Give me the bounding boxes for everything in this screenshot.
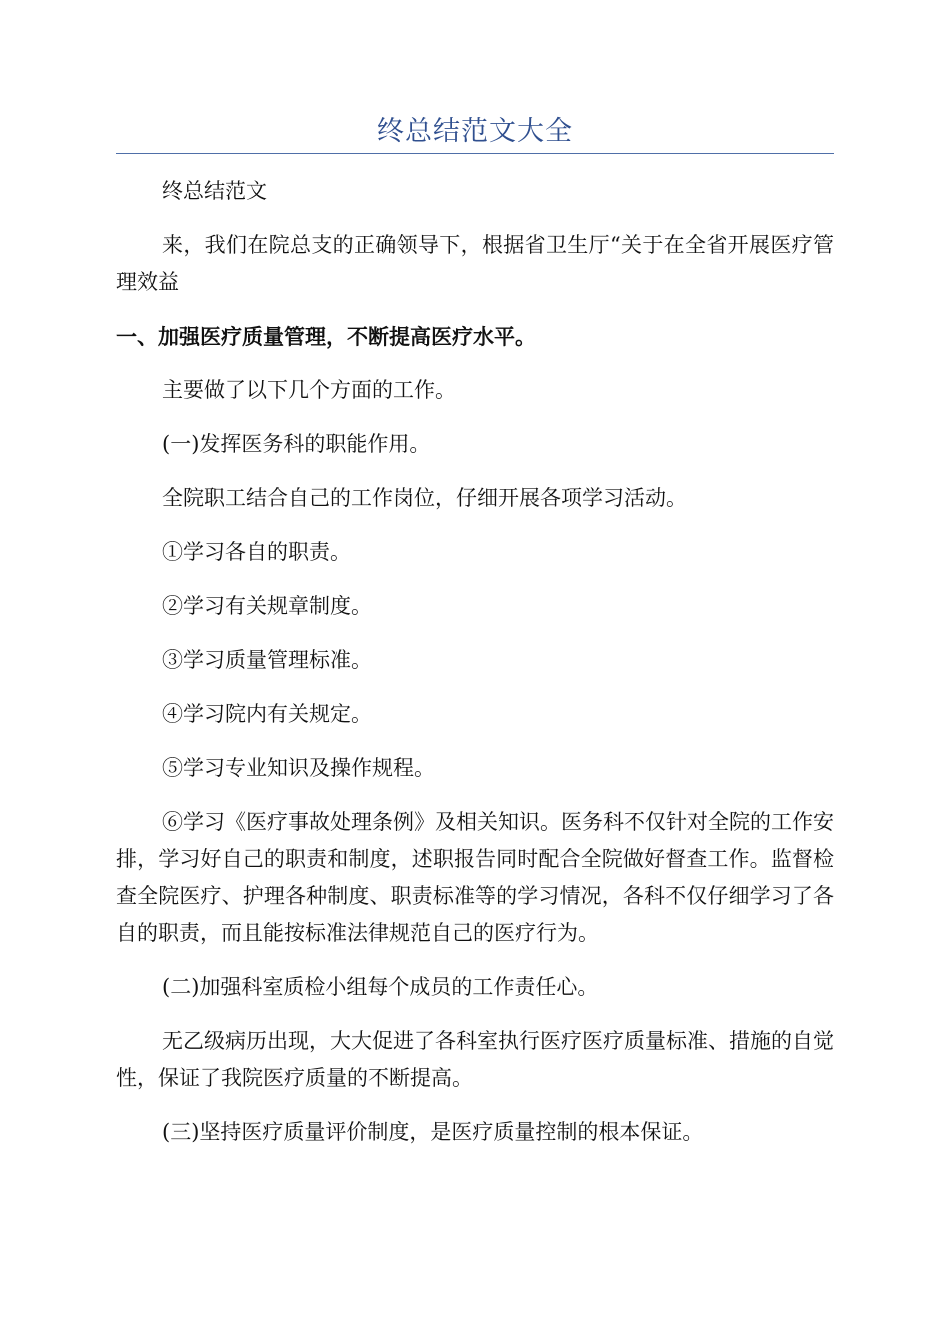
- subheading-1: (一)发挥医务科的职能作用。: [162, 432, 431, 456]
- paragraph: 无乙级病历出现，大大促进了各科室执行医疗医疗质量标准、措施的自觉性，保证了我院医疗质量的不断提高。: [116, 1029, 834, 1090]
- list-item: ⑥学习《医疗事故处理条例》及相关知识。医务科不仅针对全院的工作安排，学习好自己的职责和制度，述职报告同时配合全院做好督查工作。监督检查全院医疗、护理各种制度、职责标准等的学习情况，各科不仅仔细学习了各自的职责，而且能按标准法律规范自己的医疗行为。: [116, 810, 834, 945]
- paragraph-subtitle: 终总结范文: [162, 179, 267, 203]
- section-heading-1: 一、加强医疗质量管理，不断提高医疗水平。: [116, 324, 536, 349]
- subheading-2: (二)加强科室质检小组每个成员的工作责任心。: [162, 975, 599, 999]
- list-item: ④学习院内有关规定。: [162, 702, 372, 726]
- list-item: ③学习质量管理标准。: [162, 648, 372, 672]
- list-item: ②学习有关规章制度。: [162, 594, 372, 618]
- paragraph: 全院职工结合自己的工作岗位，仔细开展各项学习活动。: [162, 486, 687, 510]
- subheading-3: (三)坚持医疗质量评价制度，是医疗质量控制的根本保证。: [162, 1120, 704, 1144]
- document-body: [116, 173, 834, 1151]
- paragraph: 主要做了以下几个方面的工作。: [162, 378, 456, 402]
- paragraph-intro: 来，我们在院总支的正确领导下，根据省卫生厅“关于在全省开展医疗管理效益: [116, 233, 834, 294]
- list-item: ⑤学习专业知识及操作规程。: [162, 756, 435, 780]
- title-underline: [116, 153, 834, 154]
- list-item: ①学习各自的职责。: [162, 540, 351, 564]
- document-title: 终总结范文大全: [377, 116, 573, 147]
